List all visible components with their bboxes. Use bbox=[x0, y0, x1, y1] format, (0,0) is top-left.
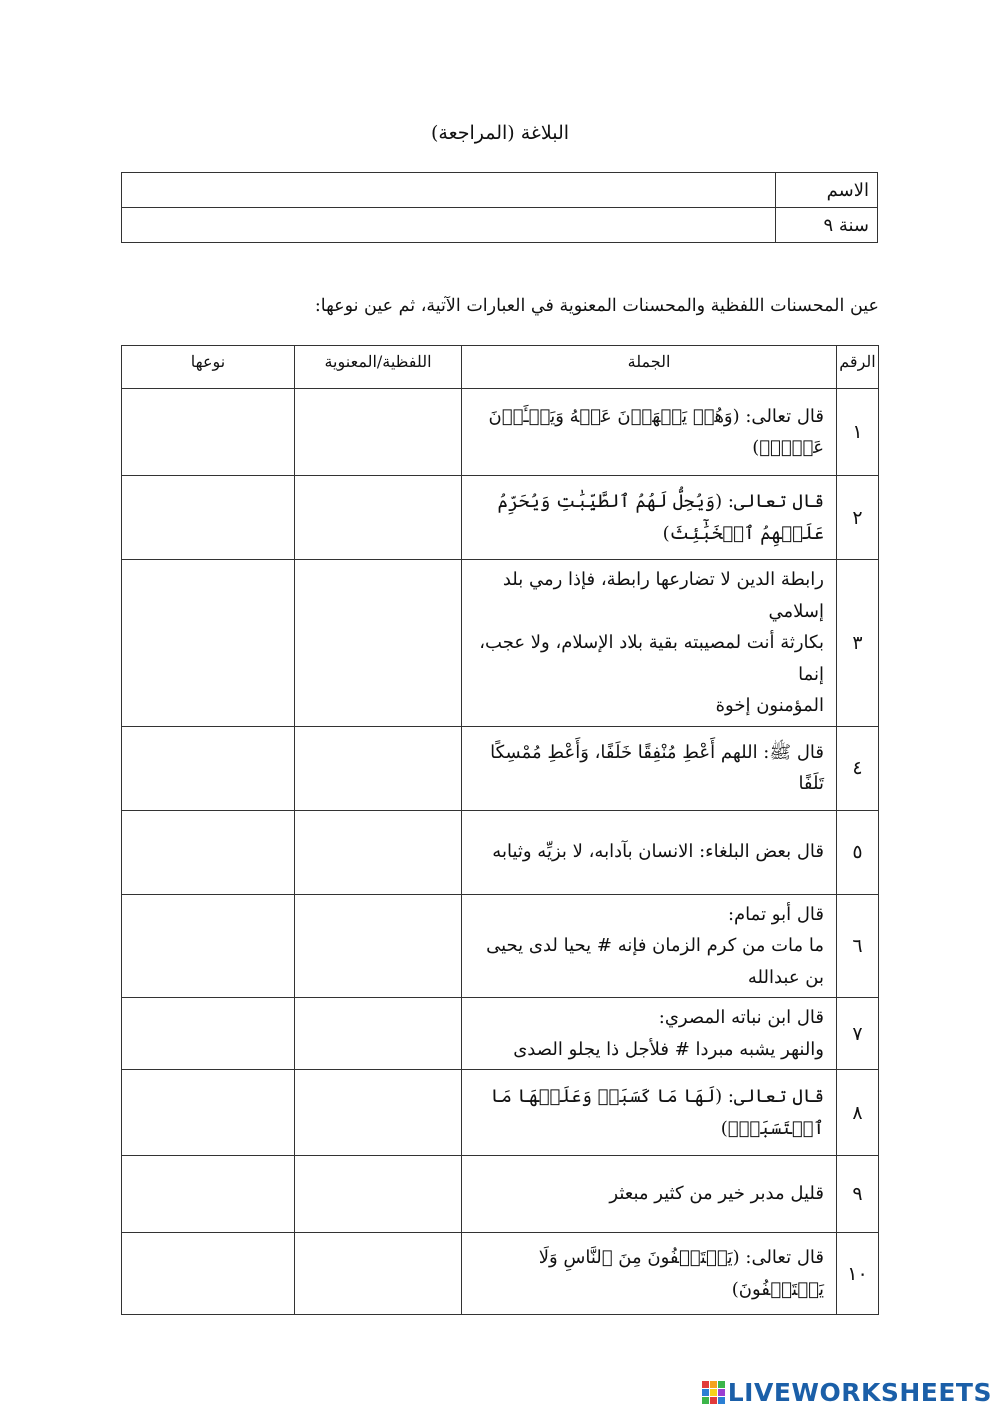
sentence-line: قال تعالى: (وَيُحِلُّ لَهُمُ ٱلطَّيِّبَٰتِ وَيُحَرِّمُ عَلَيۡهِمُ ٱلۡخَبَٰٓئِثَ) bbox=[497, 491, 824, 544]
row-number: ٣ bbox=[837, 560, 879, 727]
type-answer-cell[interactable] bbox=[122, 998, 295, 1070]
sentence-line: قليل مدبر خير من كثير مبعثر bbox=[609, 1183, 824, 1205]
header-type: نوعها bbox=[122, 346, 295, 389]
table-row bbox=[122, 389, 879, 476]
sentence-line: رابطة الدين لا تضارعها رابطة، فإذا رمي بلد إسلامي bbox=[502, 569, 824, 622]
instruction-text: عين المحسنات اللفظية والمحسنات المعنوية في العبارات الآتية، ثم عين نوعها: bbox=[314, 296, 879, 316]
table-row bbox=[122, 726, 879, 810]
table-row bbox=[122, 998, 879, 1070]
type-answer-cell[interactable] bbox=[122, 810, 295, 894]
sentence-line: قال تعالى: (يَسۡتَخۡفُونَ مِنَ ٱلنَّاسِ وَلَا يَسۡتَخۡفُونَ) bbox=[538, 1247, 824, 1300]
table-row bbox=[122, 1156, 879, 1233]
sentence-line: بكارثة أنت لمصيبته بقية بلاد الإسلام، ولا عجب، إنما bbox=[479, 632, 824, 685]
table-row bbox=[122, 1233, 879, 1315]
sentence-cell bbox=[462, 810, 837, 894]
sentence-line: قال أبو تمام: bbox=[727, 903, 824, 925]
sentence-line: قال ﷺ: اللهم أَعْطِ مُنْفِقًا خَلَفًا، وَأَعْطِ مُمْسِكًا تَلَفًا bbox=[490, 741, 824, 794]
row-number: ٩ bbox=[837, 1156, 879, 1233]
category-answer-cell[interactable] bbox=[295, 476, 462, 560]
liveworksheets-logo bbox=[702, 1376, 992, 1408]
sentence-line: قال بعض البلغاء: الانسان بآدابه، لا بزيِّه وثيابه bbox=[492, 841, 824, 863]
table-row bbox=[122, 560, 879, 727]
type-answer-cell[interactable] bbox=[122, 894, 295, 998]
table-row bbox=[122, 476, 879, 560]
row-number: ٧ bbox=[837, 998, 879, 1070]
sentence-cell bbox=[462, 389, 837, 476]
sentence-cell bbox=[462, 1233, 837, 1315]
sentence-line: قال تعالى: (لَهَا مَا كَسَبَتۡ وَعَلَيۡهَا مَا ٱكۡتَسَبَتۡۗ) bbox=[490, 1086, 824, 1139]
sentence-line: ما مات من كرم الزمان فإنه # يحيا لدى يحيى بن عبدالله bbox=[486, 935, 824, 988]
category-answer-cell[interactable] bbox=[295, 560, 462, 727]
sentence-line: قال ابن نباته المصري: bbox=[658, 1007, 824, 1028]
type-answer-cell[interactable] bbox=[122, 1233, 295, 1315]
sentence-cell bbox=[462, 560, 837, 727]
header-category: اللفظية/المعنوية bbox=[295, 346, 462, 389]
sentence-cell bbox=[462, 476, 837, 560]
type-answer-cell[interactable] bbox=[122, 389, 295, 476]
sentence-cell bbox=[462, 1070, 837, 1156]
header-number: الرقم bbox=[837, 346, 879, 389]
category-answer-cell[interactable] bbox=[295, 726, 462, 810]
type-answer-cell[interactable] bbox=[122, 1070, 295, 1156]
logo-mark-icon bbox=[702, 1381, 725, 1404]
sentence-line: والنهر يشبه مبردا # فلأجل ذا يجلو الصدى bbox=[513, 1038, 824, 1060]
type-answer-cell[interactable] bbox=[122, 726, 295, 810]
table-row bbox=[122, 810, 879, 894]
sentence-cell bbox=[462, 894, 837, 998]
grade-label: سنة ٩ bbox=[776, 208, 878, 243]
type-answer-cell[interactable] bbox=[122, 476, 295, 560]
category-answer-cell[interactable] bbox=[295, 389, 462, 476]
category-answer-cell[interactable] bbox=[295, 1070, 462, 1156]
header-sentence: الجملة bbox=[462, 346, 837, 389]
name-row bbox=[122, 173, 878, 208]
sentence-cell bbox=[462, 1156, 837, 1233]
category-answer-cell[interactable] bbox=[295, 810, 462, 894]
table-header-row bbox=[122, 346, 879, 389]
category-answer-cell[interactable] bbox=[295, 894, 462, 998]
type-answer-cell[interactable] bbox=[122, 560, 295, 727]
name-label: الاسم bbox=[776, 173, 878, 208]
sentence-cell bbox=[462, 998, 837, 1070]
name-field[interactable] bbox=[122, 173, 776, 208]
grade-field[interactable] bbox=[122, 208, 776, 243]
sentence-cell bbox=[462, 726, 837, 810]
category-answer-cell[interactable] bbox=[295, 998, 462, 1070]
row-number: ١ bbox=[837, 389, 879, 476]
row-number: ٦ bbox=[837, 894, 879, 998]
row-number: ٨ bbox=[837, 1070, 879, 1156]
grade-row bbox=[122, 208, 878, 243]
table-row bbox=[122, 894, 879, 998]
sentence-line: المؤمنون إخوة bbox=[715, 695, 824, 716]
row-number: ١٠ bbox=[837, 1233, 879, 1315]
table-row bbox=[122, 1070, 879, 1156]
page-title: البلاغة (المراجعة) bbox=[430, 122, 570, 144]
row-number: ٤ bbox=[837, 726, 879, 810]
exercise-table bbox=[121, 345, 879, 1315]
sentence-line: قال تعالى: (وَهُمۡ يَنۡهَوۡنَ عَنۡهُ وَيَنۡـَٔوۡنَ عَنۡهُۖ) bbox=[488, 405, 824, 458]
row-number: ٢ bbox=[837, 476, 879, 560]
type-answer-cell[interactable] bbox=[122, 1156, 295, 1233]
student-info-table bbox=[121, 172, 878, 243]
category-answer-cell[interactable] bbox=[295, 1156, 462, 1233]
category-answer-cell[interactable] bbox=[295, 1233, 462, 1315]
row-number: ٥ bbox=[837, 810, 879, 894]
brand-name: LIVEWORKSHEETS bbox=[727, 1377, 992, 1407]
